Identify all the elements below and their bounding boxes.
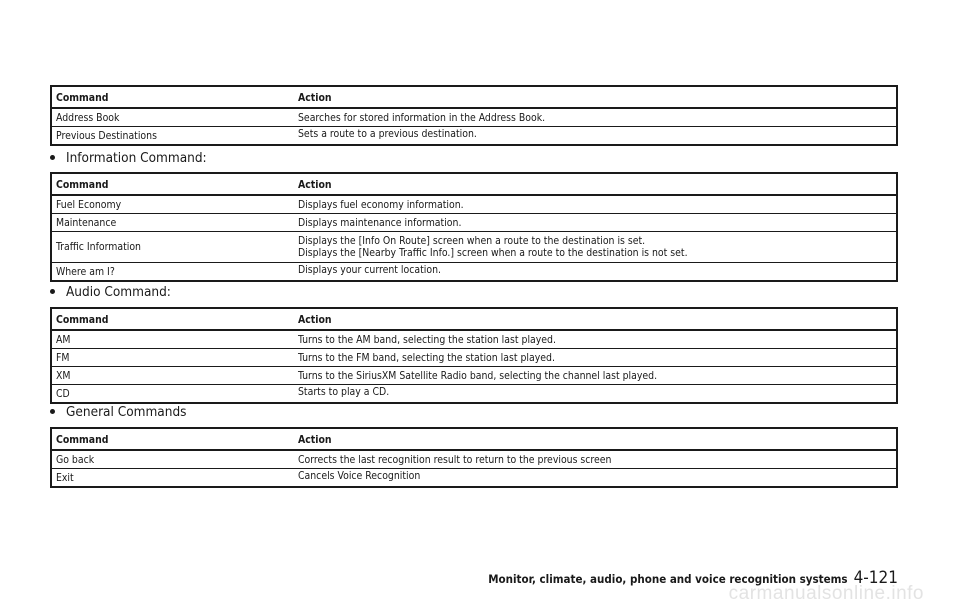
action-cell xyxy=(294,232,897,263)
bullet-icon xyxy=(50,155,55,160)
action-line: Displays the [Nearby Traffic Info.] screen when a route to the destination is not set. xyxy=(298,247,688,259)
action-cell: Starts to play a CD. xyxy=(298,386,390,398)
table-row xyxy=(51,349,897,367)
column-header-action: Action xyxy=(294,86,897,108)
column-header-command: Command xyxy=(51,308,294,330)
command-cell: Exit xyxy=(56,471,74,484)
section-heading-text: General Commands xyxy=(66,404,187,420)
table-row xyxy=(51,108,897,127)
command-cell: XM xyxy=(51,367,294,385)
action-cell: Turns to the AM band, selecting the station last played. xyxy=(294,330,897,349)
page-number: 4-121 xyxy=(853,568,898,588)
table-header-row xyxy=(51,173,897,195)
command-cell: Fuel Economy xyxy=(51,195,294,214)
command-cell: Previous Destinations xyxy=(56,129,157,142)
table-row xyxy=(51,385,897,404)
action-cell: Displays fuel economy information. xyxy=(294,195,897,214)
command-cell: Traffic Information xyxy=(51,232,294,263)
action-cell: Cancels Voice Recognition xyxy=(298,470,421,482)
command-cell: Address Book xyxy=(51,108,294,127)
table-header-row xyxy=(51,86,897,108)
column-header-command: Command xyxy=(51,173,294,195)
action-cell: Displays your current location. xyxy=(298,264,441,276)
section-heading-information xyxy=(50,150,207,166)
table-row xyxy=(51,127,897,146)
command-cell: AM xyxy=(51,330,294,349)
column-header-command: Command xyxy=(51,86,294,108)
column-header-action: Action xyxy=(294,173,897,195)
table-row xyxy=(51,195,897,214)
navigation-command-table xyxy=(50,85,898,146)
section-heading-audio xyxy=(50,284,171,300)
table-row xyxy=(51,263,897,282)
column-header-command: Command xyxy=(51,428,294,450)
information-command-table xyxy=(50,172,898,282)
section-heading-text: Information Command: xyxy=(66,150,207,166)
table-row xyxy=(51,330,897,349)
action-line: Displays the [Info On Route] screen when a route to the destination is set. xyxy=(298,235,646,247)
general-command-table xyxy=(50,427,898,488)
table-header-row xyxy=(51,428,897,450)
table-row xyxy=(51,469,897,488)
table-row xyxy=(51,367,897,385)
action-cell: Turns to the SiriusXM Satellite Radio band, selecting the channel last played. xyxy=(294,367,897,385)
section-heading-general xyxy=(50,404,187,420)
action-cell: Displays maintenance information. xyxy=(294,214,897,232)
action-cell: Corrects the last recognition result to return to the previous screen xyxy=(294,450,897,469)
footer-section-title: Monitor, climate, audio, phone and voice recognition systems xyxy=(488,572,848,586)
action-cell: Sets a route to a previous destination. xyxy=(298,128,477,140)
bullet-icon xyxy=(50,289,55,294)
column-header-action: Action xyxy=(294,308,897,330)
command-cell: Where am I? xyxy=(56,265,115,278)
command-cell: CD xyxy=(56,387,70,400)
command-cell: FM xyxy=(51,349,294,367)
table-row xyxy=(51,214,897,232)
command-cell: Go back xyxy=(51,450,294,469)
watermark: carmanualsonline.info xyxy=(728,583,924,604)
column-header-action: Action xyxy=(294,428,897,450)
section-heading-text: Audio Command: xyxy=(66,284,171,300)
bullet-icon xyxy=(50,409,55,414)
table-row xyxy=(51,450,897,469)
action-cell: Searches for stored information in the Address Book. xyxy=(294,108,897,127)
audio-command-table xyxy=(50,307,898,404)
table-row xyxy=(51,232,897,263)
action-cell: Turns to the FM band, selecting the station last played. xyxy=(294,349,897,367)
table-header-row xyxy=(51,308,897,330)
command-cell: Maintenance xyxy=(51,214,294,232)
